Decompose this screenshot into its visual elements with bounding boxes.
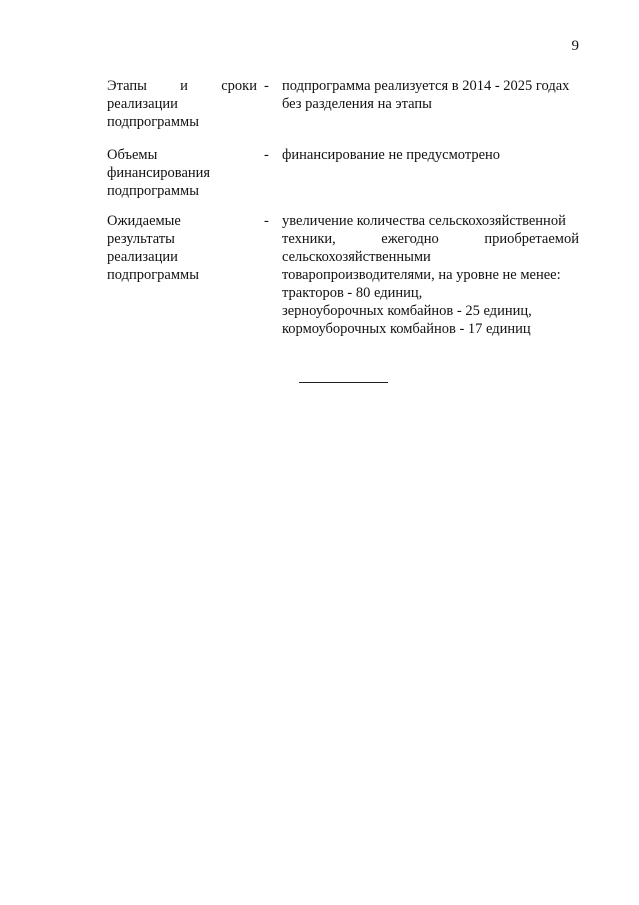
passport-row-stages [107,77,579,131]
value-line: кормоуборочных комбайнов - 17 единиц [282,321,531,337]
row-value [282,146,579,164]
row-dash: - [264,147,269,163]
row-value [282,212,579,338]
passport-row-expected-results [107,212,579,338]
label-line: результаты [107,231,175,247]
label-line: подпрограммы [107,114,199,130]
value-line: товаропроизводителями, на уровне не менее: [282,267,561,283]
label-line: Ожидаемые [107,213,181,229]
value-line: подпрограмма реализуется в 2014 - 2025 годах [282,78,570,94]
passport-row-financing [107,146,579,200]
row-dash: - [264,78,269,94]
value-line: тракторов - 80 единиц, [282,285,423,301]
label-word: сроки [221,78,257,94]
label-line [107,77,257,95]
label-line: реализации [107,249,178,265]
value-word: ежегодно [381,231,439,247]
value-line [282,230,579,248]
row-label [107,77,257,131]
value-line: зерноуборочных комбайнов - 25 единиц, [282,303,532,319]
value-line: финансирование не предусмотрено [282,147,501,163]
end-divider [299,382,388,383]
label-line: Объемы [107,147,158,163]
value-word: техники, [282,231,336,247]
value-line: увеличение количества сельскохозяйственной [282,213,566,229]
label-word: Этапы [107,78,147,94]
value-word: приобретаемой [484,231,579,247]
label-word: и [180,78,188,94]
row-label [107,146,257,200]
label-line: подпрограммы [107,267,199,283]
value-line: сельскохозяйственными [282,249,431,265]
row-label [107,212,257,284]
value-line: без разделения на этапы [282,96,432,112]
row-dash: - [264,213,269,229]
label-line: финансирования [107,165,211,181]
row-value [282,77,579,113]
label-line: подпрограммы [107,183,199,199]
page-number: 9 [571,38,579,54]
label-line: реализации [107,96,178,112]
